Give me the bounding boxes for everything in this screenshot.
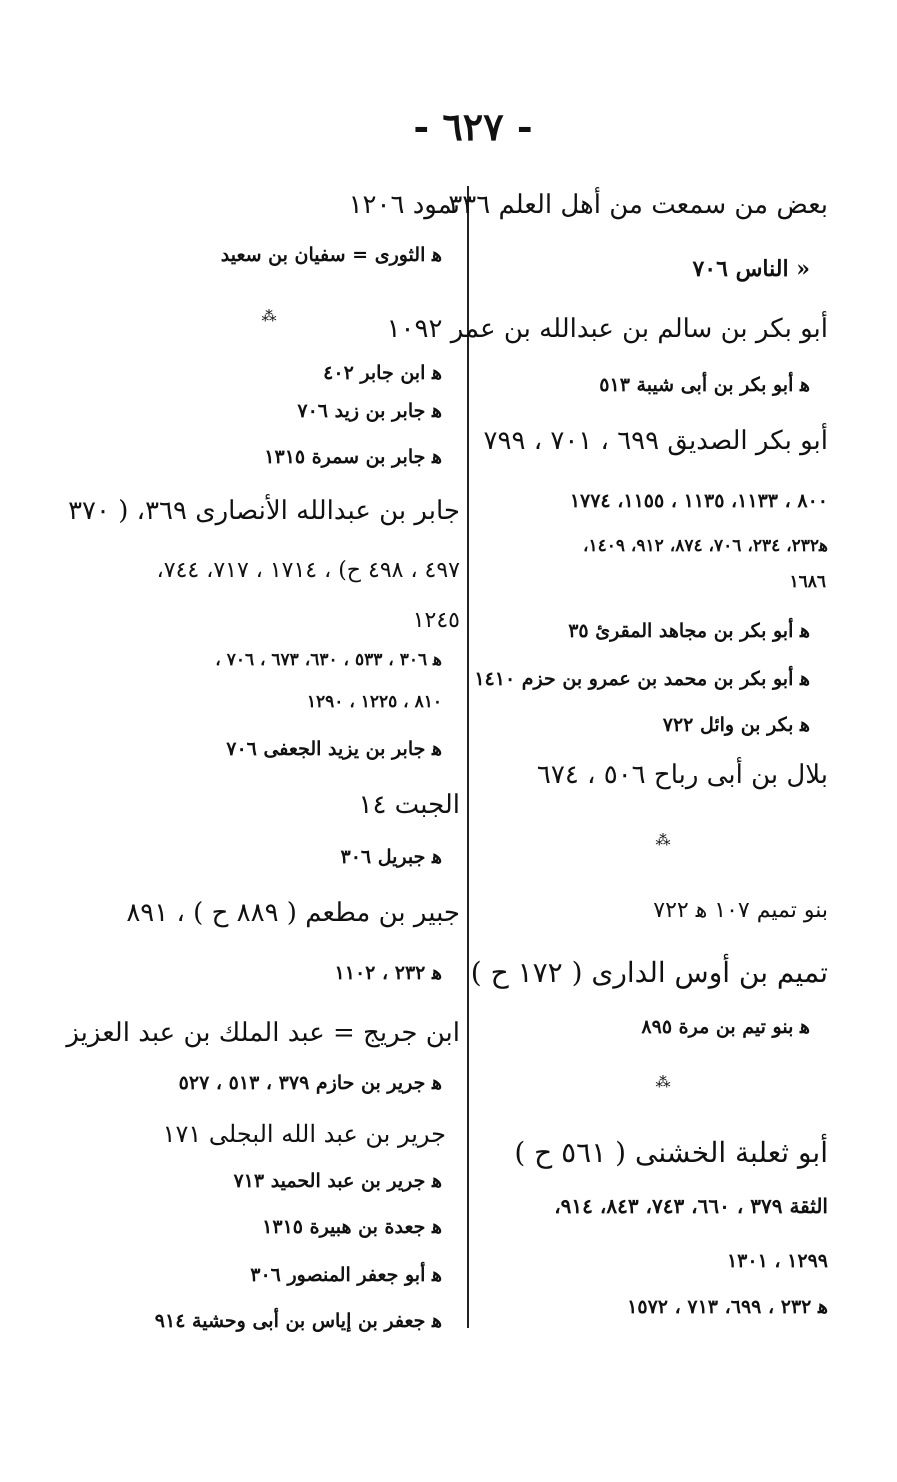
index-subentry: ﻫ جعدة بن هبيرة ١٣١٥ (262, 1216, 442, 1238)
index-subentry: ﻫ جابر بن سمرة ١٣١٥ (264, 446, 442, 468)
page-number: - ٦٢٧ - (413, 104, 533, 149)
index-entry: بنو تميم ١٠٧ ﻫ ٧٢٢ (653, 898, 828, 923)
index-entry: جابر بن عبدالله الأنصارى ٣٦٩، ( ٣٧٠ (68, 496, 460, 526)
index-subentry: ﻫ جبريل ٣٠٦ (340, 846, 442, 868)
section-ornament: ⁂ (655, 831, 671, 849)
index-entry: أبو بكر بن سالم بن عبدالله بن عمر ١٠٩٢ (386, 314, 828, 344)
index-subentry: ﻫ أبو جعفر المنصور ٣٠٦ (250, 1264, 442, 1286)
index-subentry: ﻫ جابر بن يزيد الجعفى ٧٠٦ (226, 738, 442, 760)
index-entry: « الناس ٧٠٦ (692, 256, 810, 282)
index-subentry: ﻫ ابن جابر ٤٠٢ (323, 362, 442, 384)
index-subentry: ﻫ الثورى = سفيان بن سعيد (220, 244, 442, 266)
index-subentry: ﻫ أبو بكر بن أبى شيبة ٥١٣ (599, 374, 810, 396)
index-subentry: ﻫ أبو بكر بن محمد بن عمرو بن حزم ١٤١٠ (474, 668, 810, 690)
index-subentry: ﻫ بنو تيم بن مرة ٨٩٥ (641, 1016, 810, 1038)
index-subentry: ﻫ ٢٣٢ ، ١١٠٢ (334, 962, 442, 984)
index-subentry: ﻫ جابر بن زيد ٧٠٦ (297, 400, 442, 422)
index-subentry: ﻫ أبو بكر بن مجاهد المقرئ ٣٥ (568, 620, 810, 642)
index-subentry: ﻫ جرير بن عبد الحميد ٧١٣ (233, 1170, 442, 1192)
index-entry: بلال بن أبى رباح ٥٠٦ ، ٦٧٤ (536, 760, 828, 790)
index-subentry: ﻫ ٣٠٦ ، ٥٣٣ ، ٦٣٠، ٦٧٣ ، ٧٠٦ ، (215, 650, 442, 670)
section-ornament: ⁂ (261, 307, 277, 325)
index-entry: جرير بن عبد الله البجلى ١٧١ (162, 1120, 446, 1148)
index-subentry: ﻫ جعفر بن إياس بن أبى وحشية ٩١٤ (154, 1310, 442, 1332)
index-continuation: ٤٩٧ ، ٤٩٨ ح) ، ١٧١٤ ، ٧١٧، ٧٤٤، (156, 558, 460, 583)
index-continuation: ٨١٠ ، ١٢٢٥ ، ١٢٩٠ (306, 692, 442, 712)
index-subentry: ﻫ بكر بن وائل ٧٢٢ (662, 714, 810, 736)
index-continuation: ﻫ٢٣٢، ٢٣٤، ٧٠٦، ٨٧٤، ٩١٢، ١٤٠٩، (582, 536, 828, 556)
index-continuation: ﻫ ٢٣٢ ، ٦٩٩، ٧١٣ ، ١٥٧٢ (627, 1296, 828, 1318)
section-ornament: ⁂ (655, 1073, 671, 1091)
index-entry: بعض من سمعت من أهل العلم ٣٣٦ (448, 190, 828, 220)
index-continuation: ١٦٨٦ (789, 572, 826, 592)
index-subentry: ﻫ جرير بن حازم ٣٧٩ ، ٥١٣ ، ٥٢٧ (178, 1072, 442, 1094)
index-continuation: ١٢٤٥ (412, 608, 460, 633)
index-entry: الجبت ١٤ (358, 790, 460, 820)
index-continuation: ٨٠٠ ، ١١٣٣، ١١٣٥ ، ١١٥٥، ١٧٧٤ (569, 490, 828, 512)
index-entry: تميم بن أوس الدارى ( ١٧٢ ح ) (470, 956, 828, 989)
index-continuation: الثقة ٣٧٩ ، ٦٦٠، ٧٤٣، ٨٤٣، ٩١٤، (554, 1194, 828, 1218)
index-entry: ابن جريج = عبد الملك بن عبد العزيز (66, 1018, 460, 1048)
index-entry: أبو ثعلبة الخشنى ( ٥٦١ ح ) (514, 1136, 828, 1169)
index-entry: ثمود ١٢٠٦ (348, 190, 460, 220)
index-continuation: ١٢٩٩ ، ١٣٠١ (726, 1250, 828, 1272)
index-entry: أبو بكر الصديق ٦٩٩ ، ٧٠١ ، ٧٩٩ (483, 426, 828, 456)
index-entry: جبير بن مطعم ( ٨٨٩ ح ) ، ٨٩١ (126, 898, 460, 928)
column-divider (467, 186, 469, 1328)
